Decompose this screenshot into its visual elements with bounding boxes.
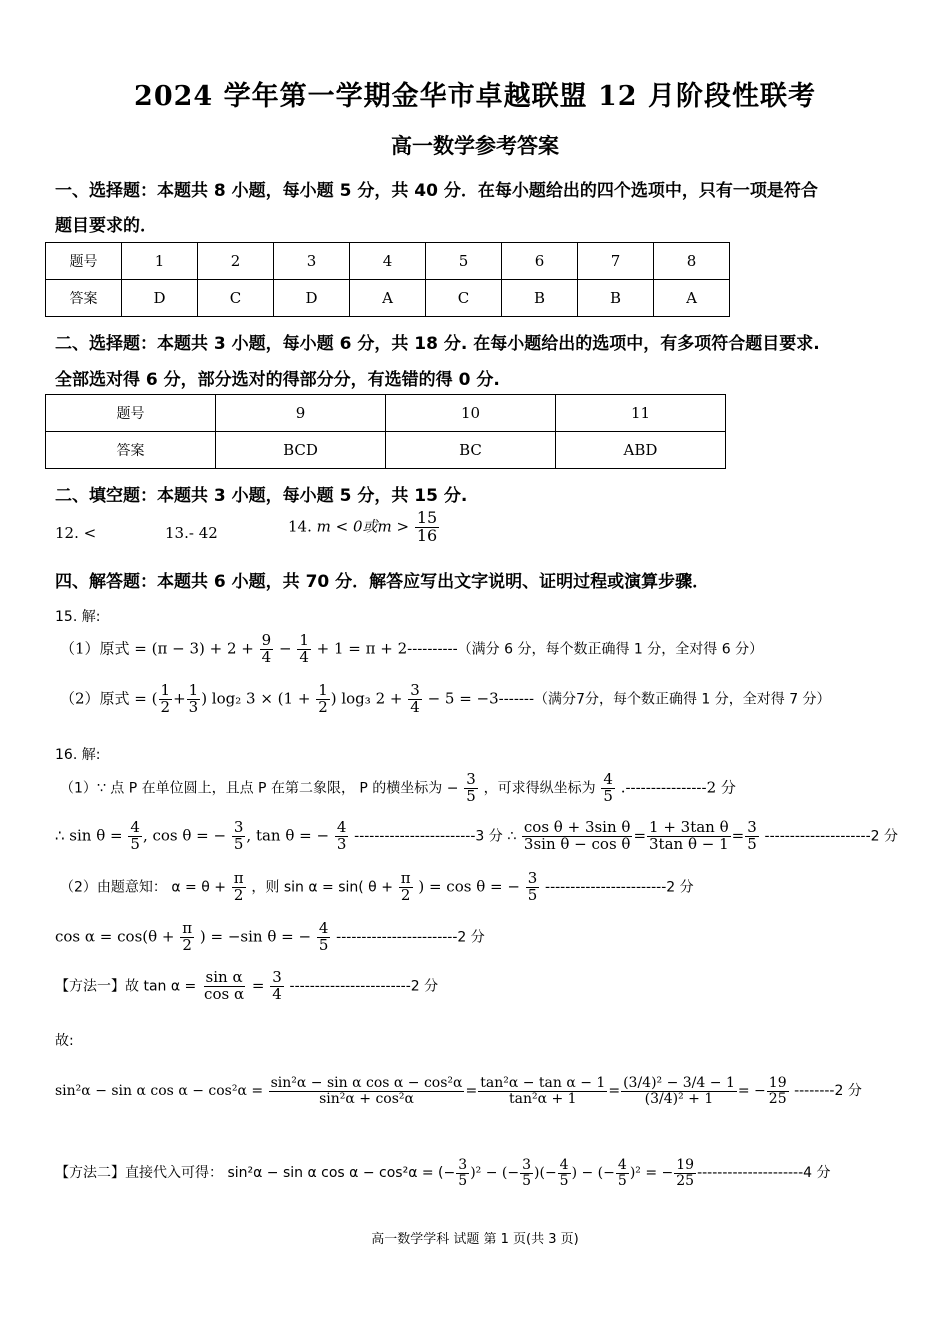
expr-text: = (737, 1083, 750, 1100)
fraction (456, 1158, 469, 1188)
expr-text: = (731, 826, 745, 845)
fraction (335, 820, 349, 853)
fraction (621, 1076, 737, 1106)
denominator: cos α (204, 984, 245, 1003)
fraction (767, 1076, 789, 1106)
denominator: 3sin θ − cos θ (523, 834, 631, 853)
answer-13: 13.- 42 (165, 524, 218, 542)
expr-text: （1）∵ 点 P 在单位圆上，且点 P 在第二象限， P 的横坐标为 − (60, 780, 459, 797)
numerator: (3/4)² − 3/4 − 1 (623, 1075, 735, 1091)
section1-heading-cont: 题目要求的． (55, 216, 157, 236)
denominator: 2 (233, 885, 244, 904)
expr-text: = (465, 1083, 478, 1100)
answer-cell: B (502, 280, 578, 317)
expr-text: , cos θ = − (142, 826, 227, 845)
numerator: 15 (416, 508, 438, 527)
question-number: 9 (216, 395, 386, 432)
denominator: 5 (318, 935, 329, 954)
numerator: 3 (458, 1157, 468, 1173)
numerator: 19 (676, 1157, 695, 1173)
expr-text: = (633, 826, 647, 845)
expr-text: )² − (− (470, 1165, 520, 1182)
q16-method1 (55, 970, 438, 1003)
expr-text: − 5 = −3 (427, 689, 499, 708)
question-number: 1 (122, 243, 198, 280)
expr-text: − (278, 639, 292, 658)
numerator: π (233, 869, 244, 887)
choice-answer-table (45, 242, 730, 317)
expr-text: cos α = cos(θ + (55, 927, 175, 946)
numerator: 3 (747, 818, 757, 836)
numerator: tan²α − tan α − 1 (480, 1075, 606, 1091)
question-number: 6 (502, 243, 578, 280)
denominator: 16 (416, 525, 438, 545)
q15-part2 (60, 683, 831, 716)
numerator: 3 (410, 681, 420, 699)
q16-line2 (55, 820, 898, 853)
answer-14-label: 14. (288, 517, 312, 536)
numerator: 4 (336, 818, 347, 836)
expr-text: ) log₃ 2 + (330, 689, 403, 708)
score-note: --------2 分 (794, 1083, 862, 1100)
fraction (128, 820, 142, 853)
score-note: ---------------------2 分 (764, 828, 898, 845)
answer-cell: C (198, 280, 274, 317)
row-label: 题号 (46, 395, 216, 432)
expr-text: = (608, 1083, 621, 1100)
numerator: sin α (205, 968, 243, 986)
fraction (316, 683, 330, 716)
numerator: 4 (318, 919, 329, 937)
denominator: 2 (182, 935, 192, 954)
score-note: ------------------------2 分 (289, 978, 439, 995)
question-number: 11 (556, 395, 726, 432)
fraction (399, 871, 413, 904)
row-label: 题号 (46, 243, 122, 280)
row-label: 答案 (46, 432, 216, 469)
score-note: ------------------------2 分 (545, 879, 694, 896)
answer-cell: B (578, 280, 654, 317)
expr-text: )(− (534, 1165, 557, 1182)
numerator: sin²α − sin α cos α − cos²α (270, 1075, 463, 1091)
section3-heading: 二、填空题：本题共 3 小题，每小题 5 分，共 15 分. (55, 486, 468, 506)
denominator: 25 (676, 1172, 695, 1189)
question-number: 2 (198, 243, 274, 280)
fraction (232, 871, 246, 904)
denominator: 3tan θ − 1 (649, 834, 729, 853)
q16-label: 16. 解: (55, 747, 101, 763)
answer-cell: A (654, 280, 730, 317)
q16-line3 (60, 871, 694, 904)
score-note: ---------------------4 分 (697, 1165, 831, 1182)
numerator: π (182, 919, 193, 937)
page-subtitle: 高一数学参考答案 (391, 133, 559, 158)
denominator: 4 (272, 984, 282, 1003)
expr-text: ) = cos θ = − (418, 877, 520, 896)
table-row (46, 243, 730, 280)
numerator: 3 (272, 968, 282, 986)
fraction (464, 772, 478, 805)
expr-text: , tan θ = − (246, 826, 330, 845)
denominator: 5 (617, 1172, 627, 1189)
fraction (522, 820, 633, 853)
question-number: 3 (274, 243, 350, 280)
score-note: -------（满分7分，每个数正确得 1 分，全对得 7 分） (498, 691, 831, 708)
expr-text: 【方法一】故 tan α = (55, 978, 197, 995)
fraction (647, 820, 731, 853)
expr-text: ∴ sin θ = (55, 826, 123, 845)
row-label: 答案 (46, 280, 122, 317)
expr-text: ，则 sin α = sin( θ + (251, 879, 393, 896)
denominator: 5 (559, 1172, 569, 1189)
answer-cell: D (274, 280, 350, 317)
denominator: 3 (336, 834, 347, 853)
question-number: 8 (654, 243, 730, 280)
answer-14-expr: m < 0或m > (316, 517, 410, 536)
page-title: 2024 学年第一学期金华市卓越联盟 12 月阶段性联考 (134, 81, 816, 112)
table-row (46, 395, 726, 432)
numerator: 3 (233, 818, 244, 836)
q16-line4 (55, 921, 485, 954)
table-row (46, 432, 726, 469)
numerator: 4 (559, 1157, 569, 1173)
answer-cell: C (426, 280, 502, 317)
fraction (478, 1076, 607, 1106)
expr-text: = (251, 976, 265, 995)
denominator: 5 (458, 1172, 468, 1189)
q16-therefore: 故: (55, 1033, 74, 1049)
denominator: 5 (747, 834, 757, 853)
score-note: ----------（满分 6 分，每个数正确得 1 分，全对得 6 分） (407, 641, 764, 658)
answer-cell: BCD (216, 432, 386, 469)
answer-cell: D (122, 280, 198, 317)
page-footer: 高一数学学科 试题 第 1 页(共 3 页) (371, 1232, 579, 1247)
numerator: 1 (318, 681, 328, 699)
numerator: 1 (299, 631, 309, 649)
expr-text: （2）由题意知： α = θ + (60, 879, 226, 896)
denominator: sin²α + cos²α (319, 1090, 414, 1107)
denominator: 4 (410, 697, 420, 716)
denominator: 5 (527, 885, 538, 904)
denominator: 5 (466, 786, 476, 805)
expr-text: ) = −sin θ = − (199, 927, 312, 946)
denominator: 25 (768, 1090, 787, 1107)
denominator: tan²α + 1 (508, 1090, 577, 1107)
fraction (408, 683, 422, 716)
fraction (601, 772, 615, 805)
fraction (415, 510, 439, 545)
question-number: 4 (350, 243, 426, 280)
question-number: 10 (386, 395, 556, 432)
numerator: 1 (188, 681, 199, 699)
q16-method2 (55, 1158, 831, 1188)
numerator: 3 (527, 869, 538, 887)
answer-12: 12. < (55, 524, 97, 542)
fraction (674, 1158, 696, 1188)
denominator: 2 (318, 697, 328, 716)
expr-text: )² = − (629, 1165, 674, 1182)
fraction (558, 1158, 571, 1188)
score-note: ------------------------2 分 (336, 929, 485, 946)
expr-text: ，可求得纵坐标为 (483, 780, 596, 797)
numerator: 1 + 3tan θ (649, 818, 729, 836)
expr-text: + 1 = π + 2 (316, 639, 408, 658)
fraction (317, 921, 331, 954)
numerator: 19 (768, 1075, 787, 1091)
numerator: 3 (466, 770, 476, 788)
question-number: 5 (426, 243, 502, 280)
q15-part1 (60, 633, 763, 666)
denominator: 5 (522, 1172, 532, 1189)
numerator: 4 (617, 1157, 627, 1173)
fraction (526, 871, 540, 904)
score-note: .----------------2 分 (620, 778, 736, 797)
fraction (616, 1158, 629, 1188)
numerator: 4 (603, 770, 613, 788)
denominator: (3/4)² + 1 (644, 1090, 714, 1107)
fraction (260, 633, 274, 666)
denominator: 4 (261, 647, 272, 666)
section2-heading-cont: 全部选对得 6 分，部分选对的得部分分，有选错的得 0 分. (55, 370, 500, 390)
denominator: 4 (299, 647, 309, 666)
numerator: cos θ + 3sin θ (523, 818, 631, 836)
q16-line7: sin²α − sin α cos α − cos²α = $\frac{\text{sin²α − sin α cos α − cos²α}}{\text{sin²α + cos²α}}$ = $\frac{\text{tan²α − tan α − 1}}{\text{tan²α + 1}}$ = $\frac{\text{(3/4)² − 3/4 − 1}}{\text{(3/4)² + 1}}$ = − $\frac{19}{25}$ --------2 分 (55, 1075, 862, 1107)
fraction (187, 683, 201, 716)
answer-cell: BC (386, 432, 556, 469)
answer-14 (288, 510, 440, 545)
fraction (270, 970, 284, 1003)
q16-line1 (60, 772, 736, 805)
answer-cell: ABD (556, 432, 726, 469)
fraction (269, 1076, 465, 1106)
score-note: ------------------------3 分 ∴ (354, 828, 517, 845)
expr-text: （1）原式 = (π − 3) + 2 + (60, 639, 254, 658)
section1-heading: 一、选择题：本题共 8 小题，每小题 5 分，共 40 分．在每小题给出的四个选项中，只有一项是符合 (55, 181, 818, 201)
fraction (297, 633, 311, 666)
expr-text: ) log₂ 3 × (1 + (201, 689, 311, 708)
numerator: 3 (522, 1157, 532, 1173)
denominator: 5 (233, 834, 244, 853)
table-row (46, 280, 730, 317)
answer-cell: A (350, 280, 426, 317)
numerator: 9 (261, 631, 272, 649)
denominator: 5 (603, 786, 613, 805)
expr-text: + (173, 689, 186, 708)
multi-choice-answer-table (45, 394, 726, 469)
fraction (520, 1158, 533, 1188)
section2-heading: 二、选择题：本题共 3 小题，每小题 6 分，共 18 分. 在每小题给出的选项中，有多项符合题目要求. (55, 334, 820, 354)
denominator: 2 (160, 697, 171, 716)
denominator: 2 (400, 885, 411, 904)
fraction (745, 820, 759, 853)
numerator: 1 (160, 681, 171, 699)
fraction (232, 820, 246, 853)
expr-text: 【方法二】直接代入可得： sin²α − sin α cos α − cos²α = (− (55, 1165, 456, 1182)
numerator: π (400, 869, 411, 887)
q15-label: 15. 解: (55, 609, 101, 625)
denominator: 3 (188, 697, 199, 716)
expr-text: ) − (− (571, 1165, 615, 1182)
numerator: 4 (130, 818, 140, 836)
section4-heading: 四、解答题：本题共 6 小题，共 70 分．解答应写出文字说明、证明过程或演算步骤． (55, 572, 710, 592)
fraction (202, 970, 246, 1003)
expr-text: sin²α − sin α cos α − cos²α = (55, 1083, 264, 1100)
question-number: 7 (578, 243, 654, 280)
fraction (180, 921, 194, 954)
fraction (159, 683, 173, 716)
expr-text: （2）原式 = ( (60, 689, 158, 708)
denominator: 5 (130, 834, 140, 853)
